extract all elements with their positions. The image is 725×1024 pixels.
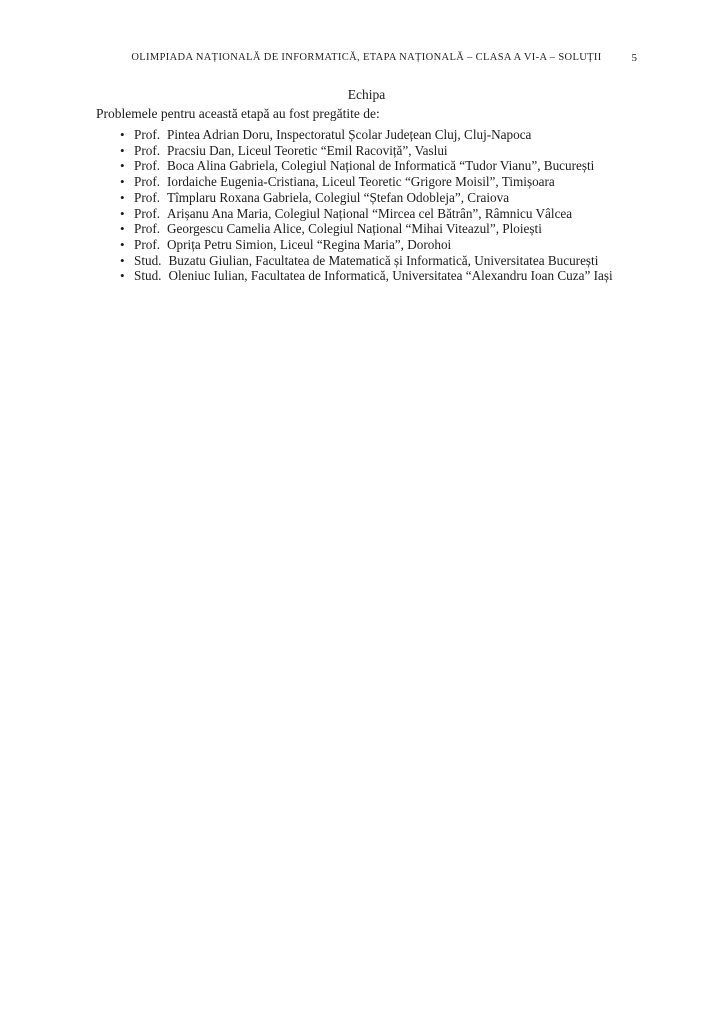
- contributor-details: Oprița Petru Simion, Liceul “Regina Maria”, Dorohoi: [167, 236, 452, 252]
- contributor-title: Prof.: [134, 236, 161, 252]
- contributor-title: Prof.: [134, 221, 161, 237]
- list-item: [134, 237, 613, 253]
- list-item: [134, 268, 613, 284]
- contributor-details: Pintea Adrian Doru, Inspectoratul Școlar Județean Cluj, Cluj-Napoca: [167, 127, 532, 142]
- contributor-title: Stud.: [134, 268, 162, 284]
- intro-text: Problemele pentru această etapă au fost pregătite de:: [96, 106, 380, 121]
- page-header: [96, 52, 637, 63]
- contributor-details: Arișanu Ana Maria, Colegiul Național “Mircea cel Bătrân”, Râmnicu Vâlcea: [167, 205, 573, 221]
- contributor-title: Prof.: [134, 142, 161, 158]
- contributor-title: Prof.: [134, 174, 161, 190]
- list-item: [134, 158, 613, 174]
- list-item: [134, 221, 613, 237]
- contributor-title: Prof.: [134, 127, 161, 142]
- contributor-details: Buzatu Giulian, Facultatea de Matematică și Informatică, Universitatea București: [168, 252, 599, 268]
- list-item: [134, 174, 613, 190]
- contributor-title: Prof.: [134, 158, 161, 174]
- contributor-details: Iordaiche Eugenia-Cristiana, Liceul Teoretic “Grigore Moisil”, Timișoara: [167, 174, 555, 190]
- contributor-details: Georgescu Camelia Alice, Colegiul Național “Mihai Viteazul”, Ploiești: [167, 221, 542, 237]
- list-item: [134, 190, 613, 206]
- running-head-title: OLIMPIADA NAȚIONALĂ DE INFORMATICĂ, ETAPA NAȚIONALĂ – CLASA A VI-A – SOLUȚII: [131, 52, 602, 63]
- contributor-title: Prof.: [134, 189, 161, 205]
- section-heading: Echipa: [347, 87, 386, 102]
- list-item: [134, 206, 613, 222]
- contributors-list: [134, 127, 613, 284]
- contributor-details: Boca Alina Gabriela, Colegiul Național de Informatică “Tudor Vianu”, București: [167, 158, 595, 174]
- contributor-details: Pracsiu Dan, Liceul Teoretic “Emil Racoviță”, Vaslui: [167, 142, 448, 158]
- contributor-title: Prof.: [134, 205, 161, 221]
- contributor-details: Tîmplaru Roxana Gabriela, Colegiul “Ștefan Odobleja”, Craiova: [167, 189, 510, 205]
- contributor-title: Stud.: [134, 252, 162, 268]
- page-number: 5: [631, 52, 637, 64]
- contributor-details: Oleniuc Iulian, Facultatea de Informatică, Universitatea “Alexandru Ioan Cuza” Iași: [168, 268, 613, 284]
- list-item: [134, 143, 613, 159]
- list-item: [134, 253, 613, 269]
- list-item: [134, 127, 613, 143]
